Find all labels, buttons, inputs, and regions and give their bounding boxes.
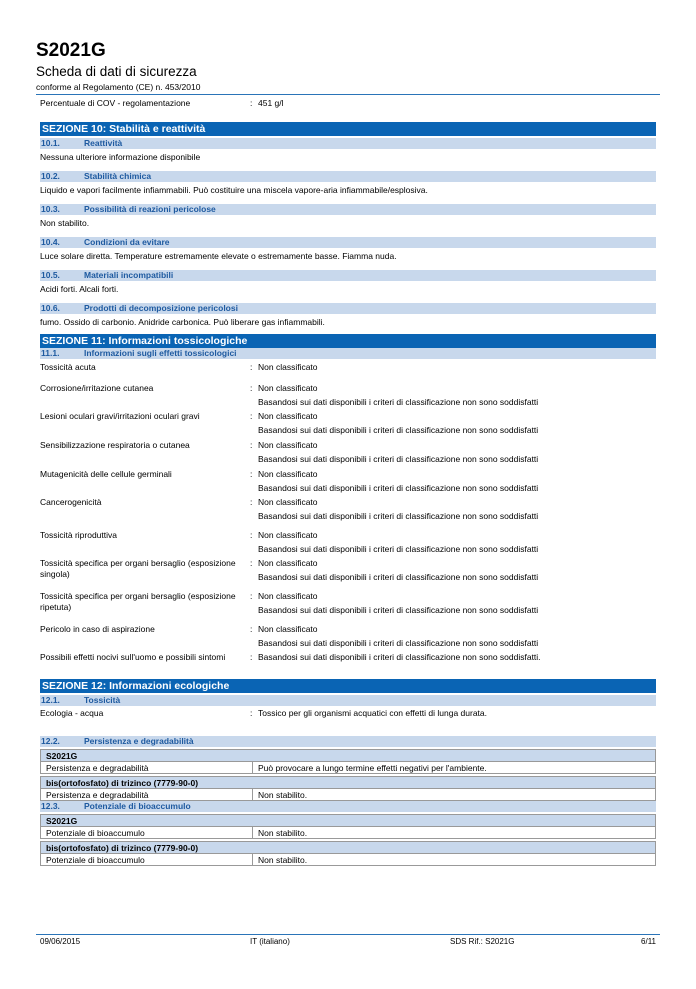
tox-label: Tossicità specifica per organi bersaglio (esposizione singola) [40,558,236,579]
subsection-number: 12.2. [41,736,60,746]
table-cell-value: Non stabilito. [258,855,308,865]
subsection-text: Acidi forti. Alcali forti. [40,284,119,294]
tox-colon: : [250,383,253,393]
voc-value: 451 g/l [258,98,284,108]
table-group-header: S2021G [41,815,655,827]
subsection-number: 10.2. [41,171,60,181]
page-footer [40,937,656,947]
tox-row [40,530,656,558]
subsection-title: Potenziale di bioaccumulo [84,801,191,811]
ecology-colon: : [250,708,253,718]
subsection-text: fumo. Ossido di carbonio. Anidride carbonica. Può liberare gas infiammabili. [40,317,325,327]
bioaccumulation-table [40,814,656,839]
subsection-title: Stabilità chimica [84,171,152,181]
tox-value: Non classificato [258,440,318,450]
subsection-10-3 [40,204,656,215]
subsection-text: Liquido e vapori facilmente infiammabili. Può costituire una miscela vapore-aria infiammabile/esplosiva. [40,185,428,195]
tox-colon: : [250,624,253,634]
tox-value: Non classificato [258,411,318,421]
tox-row [40,383,656,411]
footer-language: IT (italiano) [250,937,290,946]
footer-sds-ref: SDS Rif.: S2021G [450,937,515,946]
subsection-10-4 [40,237,656,248]
subsection-10-6 [40,303,656,314]
tox-label: Corrosione/irritazione cutanea [40,383,154,393]
table-cell-label: Potenziale di bioaccumulo [41,854,253,865]
tox-value: Non classificato [258,530,318,540]
tox-row [40,469,656,497]
table-row [41,762,655,774]
tox-colon: : [250,652,253,662]
section-10-header: SEZIONE 10: Stabilità e reattività [40,122,656,136]
subsection-10-1 [40,138,656,149]
tox-note: Basandosi sui dati disponibili i criteri di classificazione non sono soddisfatti [258,544,539,554]
tox-note: Basandosi sui dati disponibili i criteri di classificazione non sono soddisfatti [258,511,539,521]
subsection-number: 11.1. [41,348,60,358]
subsection-10-5 [40,270,656,281]
tox-value: Non classificato [258,362,318,372]
subsection-title: Persistenza e degradabilità [84,736,194,746]
table-row [41,789,655,801]
table-group-header: bis(ortofosfato) di trizinco (7779-90-0) [41,842,655,854]
tox-note: Basandosi sui dati disponibili i criteri di classificazione non sono soddisfatti [258,605,539,615]
tox-colon: : [250,558,253,568]
subsection-text: Nessuna ulteriore informazione disponibile [40,152,201,162]
persistence-table [40,776,656,801]
tox-row [40,591,656,624]
tox-value: Non classificato [258,383,318,393]
table-row [41,827,655,839]
subsection-title: Prodotti di decomposizione pericolosi [84,303,238,313]
tox-row [40,624,656,652]
section-12-header: SEZIONE 12: Informazioni ecologiche [40,679,656,693]
subsection-number: 10.4. [41,237,60,247]
tox-colon: : [250,362,253,372]
table-group-header: S2021G [41,750,655,762]
document-body [40,96,656,866]
document-header [36,40,660,92]
table-cell-label: Potenziale di bioaccumulo [41,827,253,838]
tox-label: Tossicità riproduttiva [40,530,118,540]
table-cell-label: Persistenza e degradabilità [41,789,253,800]
subsection-12-3 [40,801,656,812]
bioaccumulation-table [40,841,656,866]
tox-label: Tossicità specifica per organi bersaglio (esposizione ripetuta) [40,591,236,612]
tox-row [40,440,656,469]
tox-value: Non classificato [258,591,318,601]
tox-row [40,362,656,383]
table-cell-label: Persistenza e degradabilità [41,762,253,773]
tox-colon: : [250,530,253,540]
subsection-text: Luce solare diretta. Temperature estremamente elevate o estremamente basse. Fiamma nuda. [40,251,397,261]
table-cell-value: Può provocare a lungo termine effetti negativi per l'ambiente. [258,763,487,773]
header-divider [36,94,660,95]
tox-colon: : [250,497,253,507]
subsection-title: Reattività [84,138,123,148]
ecology-label: Ecologia - acqua [40,708,104,718]
subsection-number: 12.1. [41,695,60,705]
tox-label: Tossicità acuta [40,362,96,372]
table-cell-value: Non stabilito. [258,790,308,800]
tox-row [40,652,656,676]
tox-row [40,411,656,440]
tox-value: Non classificato [258,497,318,507]
subsection-number: 10.1. [41,138,60,148]
subsection-number: 10.5. [41,270,60,280]
section-11-header: SEZIONE 11: Informazioni tossicologiche [40,334,656,348]
subsection-12-2 [40,736,656,747]
tox-colon: : [250,411,253,421]
tox-label: Sensibilizzazione respiratoria o cutanea [40,440,190,450]
tox-label: Cancerogenicità [40,497,102,507]
tox-note: Basandosi sui dati disponibili i criteri di classificazione non sono soddisfatti [258,397,539,407]
tox-value: Non classificato [258,558,318,568]
subsection-number: 10.6. [41,303,60,313]
tox-colon: : [250,440,253,450]
table-cell-value: Non stabilito. [258,828,308,838]
footer-divider [36,934,660,935]
tox-row [40,497,656,530]
tox-value: Non classificato [258,469,318,479]
tox-colon: : [250,469,253,479]
tox-label: Possibili effetti nocivi sull'uomo e possibili sintomi [40,652,226,662]
ecology-value: Tossico per gli organismi acquatici con effetti di lunga durata. [258,708,487,718]
tox-colon: : [250,591,253,601]
subsection-title: Materiali incompatibili [84,270,174,280]
subsection-title: Condizioni da evitare [84,237,170,247]
table-row [41,854,655,866]
tox-label: Lesioni oculari gravi/irritazioni oculari gravi [40,411,200,421]
tox-row [40,558,656,591]
tox-note: Basandosi sui dati disponibili i criteri di classificazione non sono soddisfatti [258,483,539,493]
product-name: S2021G [36,40,106,61]
tox-label: Mutagenicità delle cellule germinali [40,469,172,479]
footer-date: 09/06/2015 [40,937,81,946]
tox-note: Basandosi sui dati disponibili i criteri di classificazione non sono soddisfatti [258,572,539,582]
tox-note: Basandosi sui dati disponibili i criteri di classificazione non sono soddisfatti [258,425,539,435]
subsection-title: Possibilità di reazioni pericolose [84,204,216,214]
voc-label: Percentuale di COV - regolamentazione [40,98,191,108]
subsection-12-1 [40,695,656,706]
voc-row [40,98,656,112]
subsection-number: 10.3. [41,204,60,214]
tox-note: Basandosi sui dati disponibili i criteri di classificazione non sono soddisfatti [258,454,539,464]
tox-value: Non classificato [258,624,318,634]
regulation-note: conforme al Regolamento (CE) n. 453/2010 [36,82,201,92]
subsection-title: Tossicità [84,695,121,705]
voc-colon: : [250,98,253,108]
document-subtitle: Scheda di dati di sicurezza [36,64,197,79]
table-group-header: bis(ortofosfato) di trizinco (7779-90-0) [41,777,655,789]
subsection-number: 12.3. [41,801,60,811]
footer-page-number: 6/11 [641,937,656,946]
tox-label: Pericolo in caso di aspirazione [40,624,155,634]
ecology-row [40,708,656,736]
tox-value: Basandosi sui dati disponibili i criteri di classificazione non sono soddisfatti. [258,652,541,662]
tox-note: Basandosi sui dati disponibili i criteri di classificazione non sono soddisfatti [258,638,539,648]
subsection-10-2 [40,171,656,182]
subsection-text: Non stabilito. [40,218,90,228]
subsection-title: Informazioni sugli effetti tossicologici [84,348,237,358]
persistence-table [40,749,656,774]
subsection-11-1 [40,348,656,359]
